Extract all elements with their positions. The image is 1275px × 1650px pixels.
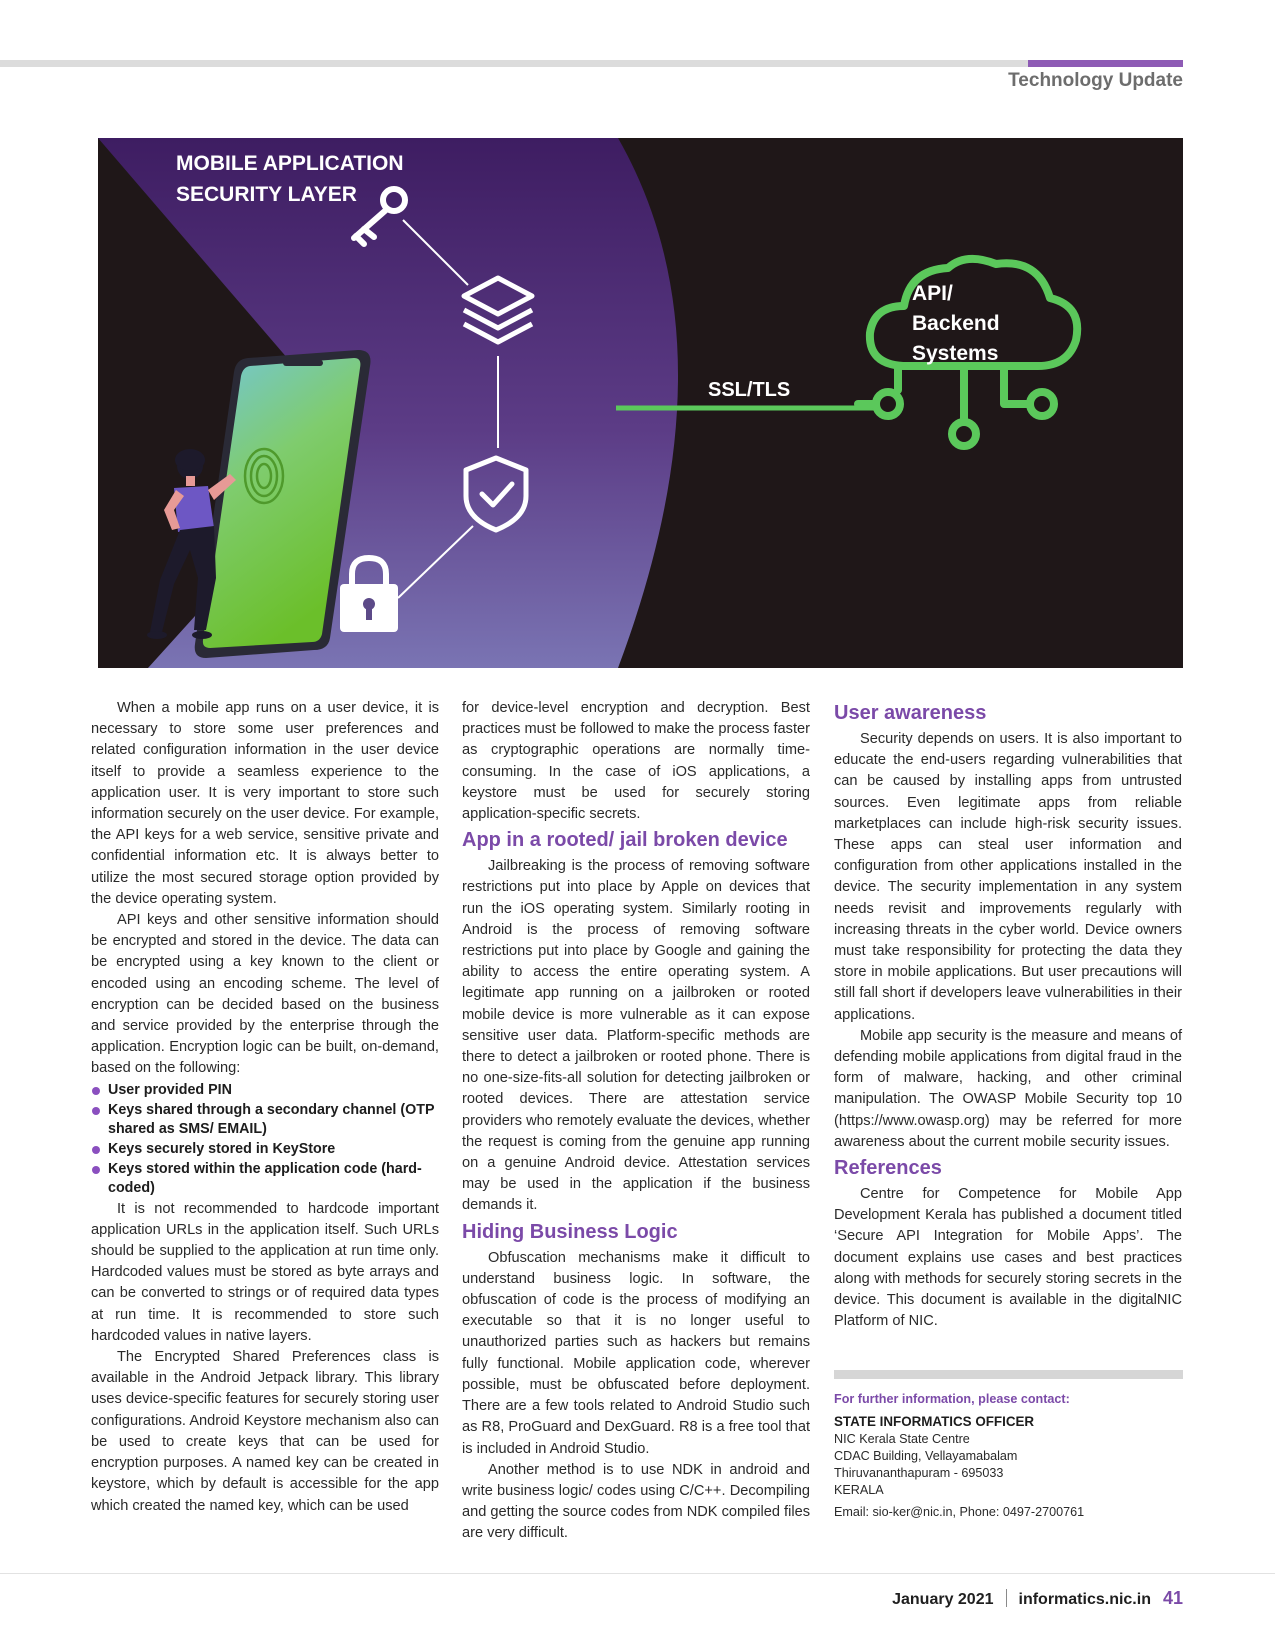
paragraph: The Encrypted Shared Preferences class is available in the Android Jetpack library. This library uses device-specific features for securely storing user configurations. Android Keystore mechanism also can be used to create keys that can be used for encryption purposes. A named key can be created in keystore, which by default is accessible for the app which created the named key, which can be used xyxy=(91,1349,439,1514)
list-item: Keys shared through a secondary channel (OTP shared as SMS/ EMAIL) xyxy=(91,1101,439,1139)
section-heading: User awareness xyxy=(834,702,987,724)
column-1 xyxy=(91,698,439,1517)
bullet-icon xyxy=(92,1107,100,1115)
footer-date: January 2021 xyxy=(892,1591,994,1608)
contact-line: NIC Kerala State Centre xyxy=(834,1432,970,1446)
paragraph: Centre for Competence for Mobile App Development Kerala has published a document titled ‘Secure API Integration for Mobile Apps’. The document explains use cases and best practices along with methods for securely storing secrets in the device. This document is available in the digitalNIC Platform of NIC. xyxy=(834,1186,1182,1330)
page-number: 41 xyxy=(1162,1588,1183,1608)
paragraph: Jailbreaking is the process of removing software restrictions put into place by Apple on devices that run the iOS operating system. Similarly rooting in Android is the process of removing software restrictions put into place by Google and gaining the ability to access the entire operating system. A legitimate app running on a jailbroken or rooted mobile device is more vulnerable as it can expose sensitive user data. Platform-specific methods are there to detect a jailbroken or rooted phone. There is no one-size-fits-all solution for detecting jailbroken or rooted devices. There are attestation service providers who remotely evaluate the devices, whether the request is coming from the genuine app running on a genuine Android device. Attestation services may be used in the application if the business demands it. xyxy=(462,858,810,1214)
ssl-tls-label: SSL/TLS xyxy=(708,379,791,401)
paragraph: for device-level encryption and decryption. Best practices must be followed to make the process faster as cryptographic operations are normally time-consuming. In the case of iOS applications, a keystore must be used for securely storing application-specific secrets. xyxy=(462,700,810,823)
hero-title-line2: SECURITY LAYER xyxy=(176,183,357,206)
cloud-label-line2: Backend xyxy=(912,312,1000,335)
section-heading: References xyxy=(834,1157,942,1180)
list-item: User provided PIN xyxy=(91,1081,439,1100)
contact-line: Thiruvananthapuram - 695033 xyxy=(834,1466,1004,1480)
paragraph: API keys and other sensitive information should be encrypted and stored in the device. The data can be encrypted using a key known to the client or encoded using an encoding scheme. The level of encryption can be decided based on the business and service provided by the enterprise through the application. Encryption logic can be built, on-demand, based on the following: xyxy=(91,912,439,1077)
top-accent-bar xyxy=(1028,60,1183,67)
page-footer xyxy=(892,1588,1183,1609)
bullet-icon xyxy=(92,1146,100,1154)
contact-line: CDAC Building, Vellayamabalam xyxy=(834,1449,1018,1463)
encryption-options-list xyxy=(91,1081,439,1198)
paragraph: Another method is to use NDK in android and write business logic/ codes using C/C++. Decompiling and getting the source codes from NDK compiled files are very difficult. xyxy=(462,1461,810,1542)
section-heading: Hiding Business Logic xyxy=(462,1220,678,1243)
section-heading: App in a rooted/ jail broken device xyxy=(462,829,788,852)
paragraph: When a mobile app runs on a user device, it is necessary to store some user preferences and related configuration information in the user device itself to provide a seamless experience to the application user. It is very important to store such information securely on the user device. For example, the API keys for a web service, sensitive private and confidential information etc. It is always better to utilize the most secured storage option provided by the device operating system. xyxy=(91,700,439,907)
cloud-label-line3: Systems xyxy=(912,342,999,365)
contact-title: For further information, please contact: xyxy=(834,1392,1070,1406)
contact-org: STATE INFORMATICS OFFICER xyxy=(834,1414,1035,1429)
top-rule xyxy=(0,60,1028,67)
list-item: Keys securely stored in KeyStore xyxy=(91,1140,439,1159)
bottom-rule xyxy=(0,1573,1275,1574)
paragraph: Mobile app security is the measure and means of defending mobile applications from digital fraud in the form of malware, hacking, and other criminal manipulation. The OWASP Mobile Security top 10 (https://www.owasp.org) may be referred for more awareness about the current mobile security issues. xyxy=(834,1027,1182,1150)
list-item: Keys stored within the application code (hard-coded) xyxy=(91,1160,439,1198)
paragraph: Obfuscation mechanisms make it difficult to understand business logic. In software, the obfuscation of code is the process of modifying an executable so that it is no longer useful to unauthorized parties such as hackers but remains fully functional. Mobile application code, wherever possible, must be obfuscated before deployment. There are a few tools related to Android Studio such as R8, ProGuard and DexGuard. R8 is a free tool that is included in Android Studio. xyxy=(462,1249,810,1457)
bullet-icon xyxy=(92,1087,100,1095)
bullet-icon xyxy=(92,1166,100,1174)
contact-email: Email: sio-ker@nic.in, Phone: 0497-2700761 xyxy=(834,1505,1085,1519)
contact-line: KERALA xyxy=(834,1483,884,1497)
hero-illustration xyxy=(98,138,1183,668)
paragraph: Security depends on users. It is also important to educate the end-users regarding vulnerabilities that can be caused by installing apps from untrusted sources. Even legitimate apps from reliable marketplaces can include high-risk security issues. These apps can steal user information and configuration from other applications installed in the device. The security implementation in any system needs revisit and improvements regularly with increasing threats in the cyber world. Device owners must take responsibility for protecting the data they store in mobile applications. But user precautions will still fall short if developers leave vulnerabilities in their applications. xyxy=(834,731,1182,1023)
footer-site: informatics.nic.in xyxy=(1018,1591,1151,1608)
cloud-label-line1: API/ xyxy=(912,282,953,305)
hero-title-line1: MOBILE APPLICATION xyxy=(176,152,404,175)
column-3 xyxy=(834,698,1182,1332)
section-tag: Technology Update xyxy=(1008,70,1183,91)
column-2 xyxy=(462,698,810,1545)
footer-separator xyxy=(1006,1589,1007,1607)
paragraph: It is not recommended to hardcode important application URLs in the application itself. Such URLs should be supplied to the application at run time only. Hardcoded values must be stored as byte arrays and can be converted to strings or of required data types at run time. It is recommended to store such hardcoded values in native layers. xyxy=(91,1200,439,1344)
contact-box xyxy=(834,1391,1183,1521)
contact-divider xyxy=(834,1370,1183,1379)
